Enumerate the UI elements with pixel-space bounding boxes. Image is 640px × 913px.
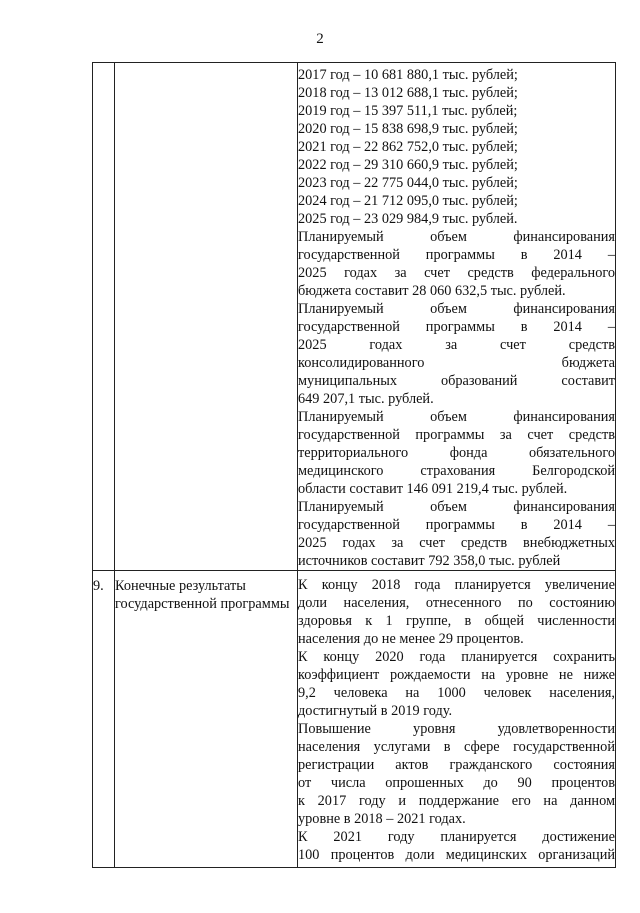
paragraph-line: населения услугами в сфере государственной [298,739,615,755]
funding-year-line: 2017 год – 10 681 880,1 тыс. рублей; [298,67,518,83]
paragraph-line: 2025 годах за счет средств [298,337,615,353]
table-row-results [93,571,616,868]
result-paragraph-registry-satisfaction [298,720,615,828]
funding-year-line: 2022 год – 29 310 660,9 тыс. рублей; [298,157,518,173]
funding-year-line: 2021 год – 22 862 752,0 тыс. рублей; [298,139,518,155]
result-paragraph-medical-orgs [298,828,615,864]
row-name-cell [115,63,298,571]
funding-year-line: 2020 год – 15 838 698,9 тыс. рублей; [298,121,518,137]
extrabudgetary-paragraph [298,498,615,570]
paragraph-line: государственной программы в 2014 – [298,517,615,533]
paragraph-line: к 2017 году и поддержание его на данном [298,793,615,809]
row-number-cell: 9. [93,571,115,868]
funding-year-line: 2024 год – 21 712 095,0 тыс. рублей; [298,193,518,209]
row-name-cell: Конечные результаты государственной программы [115,571,298,868]
paragraph-line: 2025 годах за счет средств внебюджетных [298,535,615,551]
paragraph-line: К концу 2018 года планируется увеличение [298,577,615,593]
paragraph-line: Планируемый объем финансирования [298,499,615,515]
paragraph-line: доли населения, отнесенного по состоянию [298,595,615,611]
funding-year-line: 2019 год – 15 397 511,1 тыс. рублей; [298,103,518,119]
paragraph-line: регистрации актов гражданского состояния [298,757,615,773]
municipal-budget-paragraph [298,300,615,408]
passport-table [92,62,616,868]
paragraph-line: достигнутый в 2019 году. [298,703,453,719]
results-content-cell [298,571,616,868]
paragraph-line: государственной программы в 2014 – [298,319,615,335]
paragraph-line: 649 207,1 тыс. рублей. [298,391,434,407]
paragraph-line: Планируемый объем финансирования [298,229,615,245]
paragraph-line: муниципальных образований составит [298,373,615,389]
funding-years-list [298,66,615,228]
paragraph-line: государственной программы в 2014 – [298,247,615,263]
paragraph-line: Повышение уровня удовлетворенности [298,721,615,737]
funding-year-line: 2018 год – 13 012 688,1 тыс. рублей; [298,85,518,101]
paragraph-line: уровне в 2018 – 2021 годах. [298,811,466,827]
funding-year-line: 2023 год – 22 775 044,0 тыс. рублей; [298,175,518,191]
paragraph-line: 9,2 человека на 1000 человек населения, [298,685,615,701]
paragraph-line: бюджета составит 28 060 632,5 тыс. рублей. [298,283,566,299]
funding-year-line: 2025 год – 23 029 984,9 тыс. рублей. [298,211,518,227]
paragraph-line: медицинского страхования Белгородской [298,463,615,479]
paragraph-line: области составит 146 091 219,4 тыс. рублей. [298,481,568,497]
paragraph-line: 2025 годах за счет средств федерального [298,265,615,281]
paragraph-line: источников составит 792 358,0 тыс. рублей [298,553,561,569]
paragraph-line: Планируемый объем финансирования [298,409,615,425]
paragraph-line: территориального фонда обязательного [298,445,615,461]
result-paragraph-health-group [298,576,615,648]
table-row-funding [93,63,616,571]
paragraph-line: государственной программы за счет средств [298,427,615,443]
paragraph-line: К 2021 году планируется достижение [298,829,615,845]
paragraph-line: коэффициент рождаемости на уровне не ниже [298,667,615,683]
funding-content-cell [298,63,616,571]
paragraph-line: от числа опрошенных до 90 процентов [298,775,615,791]
page-number: 2 [316,31,324,47]
federal-budget-paragraph [298,228,615,300]
row-number-cell [93,63,115,571]
result-paragraph-birth-rate [298,648,615,720]
paragraph-line: Планируемый объем финансирования [298,301,615,317]
paragraph-line: консолидированного бюджета [298,355,615,371]
paragraph-line: населения до не менее 29 процентов. [298,631,524,647]
paragraph-line: здоровья к 1 группе, в общей численности [298,613,615,629]
paragraph-line: К концу 2020 года планируется сохранить [298,649,615,665]
paragraph-line: 100 процентов доли медицинских организаций [298,847,615,863]
insurance-fund-paragraph [298,408,615,498]
